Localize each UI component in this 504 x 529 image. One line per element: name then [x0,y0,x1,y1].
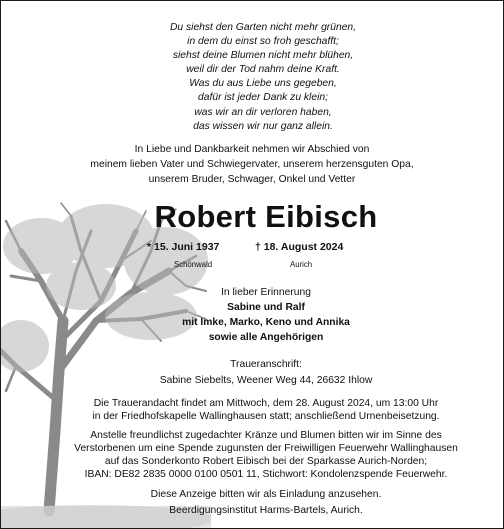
birth-date: * 15. Juni 1937 [147,241,220,253]
service-paragraph [29,398,503,424]
footer-line: Beerdigungsinstitut Harms-Bartels, Aurich. [169,504,363,516]
intro-line: unserem Bruder, Schwager, Onkel und Vetter [148,174,356,186]
detail-line: IBAN: DE82 2835 0000 0100 0501 11, Stichwort: Kondolenzspende Feuerwehr. [84,468,448,480]
detail-line: Anstelle freundlichst zugedachter Kränze und Blumen bitten wir im Sinne des [90,429,442,441]
death-date: † 18. August 2024 [255,241,344,253]
poem-line: weil dir der Tod nahm deine Kraft. [186,64,340,76]
poem-line: Was du aus Liebe uns gegeben, [189,78,337,90]
detail-line: auf das Sonderkonto Robert Eibisch bei der Sparkasse Aurich-Norden; [104,455,428,467]
poem-line: in dem du einst so froh geschafft; [187,36,339,48]
intro-line: In Liebe und Dankbarkeit nehmen wir Abschied von [134,144,370,155]
mourner-line: sowie alle Angehörigen [208,332,324,343]
detail-line: Die Trauerandacht findet am Mittwoch, dem 28. August 2024, um 13:00 Uhr [93,398,439,409]
mourner-line: mit Imke, Marko, Keno und Annika [182,317,350,328]
poem-line: siehst deine Blumen nicht mehr blühen, [172,50,354,62]
birth-place: Schönwald [174,260,213,269]
death-place: Aurich [290,260,313,269]
poem [1,21,503,134]
detail-line: Verstorbenen um eine Spende zugunsten der Freiwilligen Feuerwehr Wallinghausen [74,442,458,454]
poem-line: was wir an dir verloren haben, [194,106,332,118]
intro-line: meinem lieben Vater und Schwiegervater, unserem herzensguten Opa, [90,159,414,171]
footer-line: Diese Anzeige bitten wir als Einladung anzusehen. [150,489,382,500]
footer [29,487,503,518]
mourner-line: Sabine und Ralf [227,302,305,313]
mourning-address [29,357,503,388]
address-label: Traueranschrift: [230,359,302,370]
donation-paragraph [29,430,503,482]
service-details [29,398,503,487]
poem-line: dafür ist jeder Dank zu klein; [198,92,328,104]
farewell-intro [1,142,503,188]
poem-line: das wissen wir nur ganz allein. [193,120,333,132]
memory-block [29,285,503,345]
detail-line: in der Friedhofskapelle Wallinghausen statt; anschließend Urnenbeisetzung. [92,410,440,422]
deceased-name: Robert Eibisch [154,199,378,234]
poem-line: Du siehst den Garten nicht mehr grünen, [169,22,357,33]
memory-heading: In lieber Erinnerung [221,287,311,298]
address-value: Sabine Siebelts, Weener Weg 44, 26632 Ihlow [159,374,373,386]
